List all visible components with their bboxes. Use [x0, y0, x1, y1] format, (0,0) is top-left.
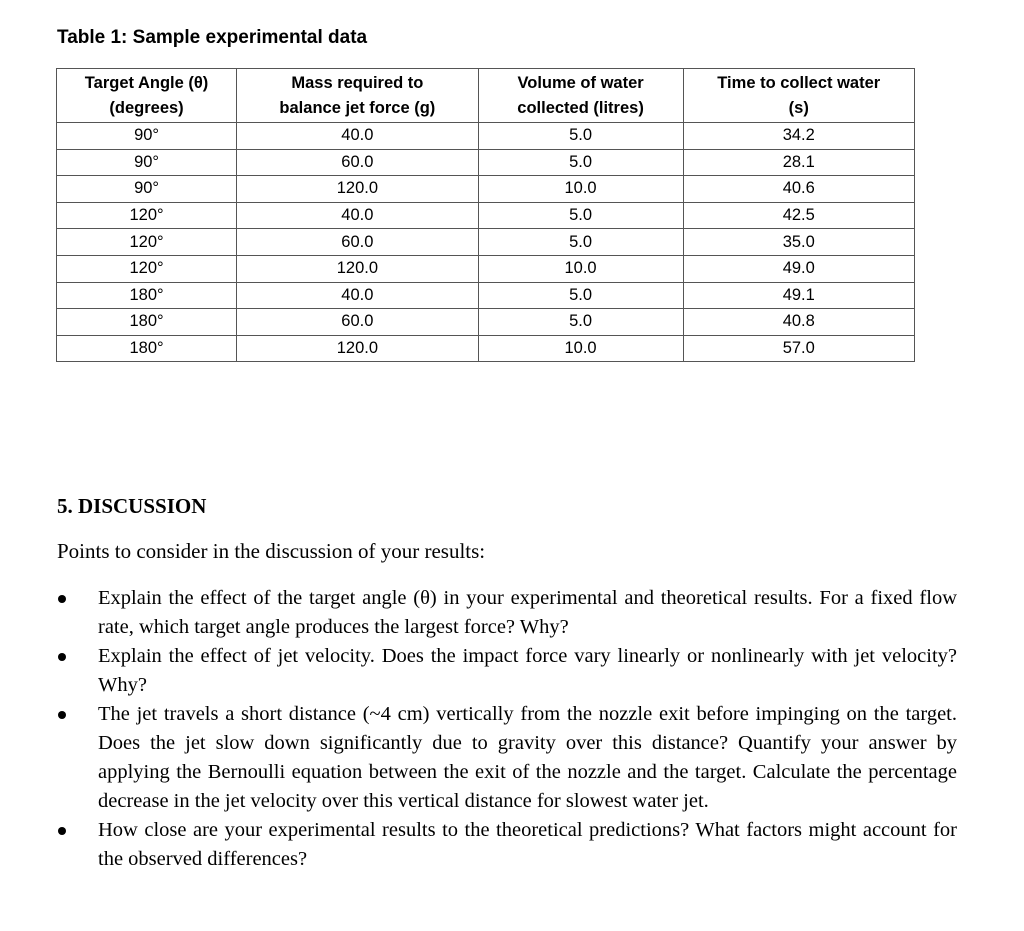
header-line: balance jet force (g) [279, 98, 436, 117]
cell-volume: 5.0 [478, 229, 683, 256]
cell-angle: 180° [57, 335, 237, 362]
cell-angle: 120° [57, 255, 237, 282]
table-row [57, 309, 915, 336]
discussion-points-list [57, 584, 957, 874]
table-row [57, 229, 915, 256]
bullet-icon [57, 700, 69, 729]
discussion-heading: 5. DISCUSSION [57, 494, 207, 518]
header-time [683, 69, 915, 123]
list-item-text: Explain the effect of the target angle (θ) in your experimental and theoretical results. For a fixed flow rate, which target angle produces the largest force? Why? [98, 587, 957, 638]
cell-angle: 120° [57, 229, 237, 256]
header-line: (s) [788, 98, 809, 117]
header-line: Volume of water [517, 73, 644, 92]
cell-angle: 90° [57, 149, 237, 176]
header-target-angle [57, 69, 237, 123]
table-row [57, 335, 915, 362]
cell-volume: 5.0 [478, 282, 683, 309]
table-caption: Table 1: Sample experimental data [57, 27, 368, 48]
header-line: Mass required to [291, 73, 424, 92]
cell-angle: 120° [57, 202, 237, 229]
cell-volume: 5.0 [478, 123, 683, 150]
cell-volume: 10.0 [478, 335, 683, 362]
table-row [57, 176, 915, 203]
table-row [57, 123, 915, 150]
cell-volume: 5.0 [478, 202, 683, 229]
cell-volume: 10.0 [478, 176, 683, 203]
list-item-text: How close are your experimental results to the theoretical predictions? What factors might account for the observed differences? [98, 819, 957, 870]
cell-time: 34.2 [683, 123, 915, 150]
cell-mass: 60.0 [237, 229, 479, 256]
cell-time: 40.8 [683, 309, 915, 336]
list-item-text: The jet travels a short distance (~4 cm) vertically from the nozzle exit before impinging on the target. Does the jet slow down significantly due to gravity over this distance? Quantify your answer by applying the Bernoulli equation between the exit of the nozzle and the target. Calculate the percentage decrease in the jet velocity over this vertical distance for slowest water jet. [98, 703, 957, 812]
list-item [57, 816, 957, 874]
cell-time: 49.1 [683, 282, 915, 309]
cell-time: 28.1 [683, 149, 915, 176]
header-line: collected (litres) [517, 98, 644, 117]
cell-angle: 180° [57, 282, 237, 309]
list-item [57, 700, 957, 816]
cell-time: 40.6 [683, 176, 915, 203]
bullet-icon [57, 642, 69, 671]
cell-angle: 180° [57, 309, 237, 336]
cell-time: 35.0 [683, 229, 915, 256]
cell-mass: 60.0 [237, 309, 479, 336]
cell-time: 49.0 [683, 255, 915, 282]
cell-time: 57.0 [683, 335, 915, 362]
cell-mass: 120.0 [237, 176, 479, 203]
list-item-text: Explain the effect of jet velocity. Does the impact force vary linearly or nonlinearly with jet velocity? Why? [98, 645, 957, 696]
list-item [57, 584, 957, 642]
cell-angle: 90° [57, 123, 237, 150]
cell-angle: 90° [57, 176, 237, 203]
header-mass [237, 69, 479, 123]
discussion-intro: Points to consider in the discussion of your results: [57, 539, 486, 563]
header-line: (degrees) [109, 98, 184, 117]
table-row [57, 255, 915, 282]
table-row [57, 202, 915, 229]
header-volume [478, 69, 683, 123]
list-item [57, 642, 957, 700]
cell-mass: 60.0 [237, 149, 479, 176]
table-row [57, 282, 915, 309]
cell-volume: 5.0 [478, 309, 683, 336]
cell-time: 42.5 [683, 202, 915, 229]
cell-mass: 40.0 [237, 282, 479, 309]
cell-volume: 10.0 [478, 255, 683, 282]
cell-volume: 5.0 [478, 149, 683, 176]
cell-mass: 40.0 [237, 202, 479, 229]
header-line: Target Angle (θ) [84, 73, 209, 92]
table-row [57, 149, 915, 176]
cell-mass: 120.0 [237, 255, 479, 282]
bullet-icon [57, 584, 69, 613]
header-line: Time to collect water [717, 73, 881, 92]
cell-mass: 120.0 [237, 335, 479, 362]
cell-mass: 40.0 [237, 123, 479, 150]
bullet-icon [57, 816, 69, 845]
table-header-row [57, 69, 915, 123]
experimental-data-table [56, 68, 915, 362]
